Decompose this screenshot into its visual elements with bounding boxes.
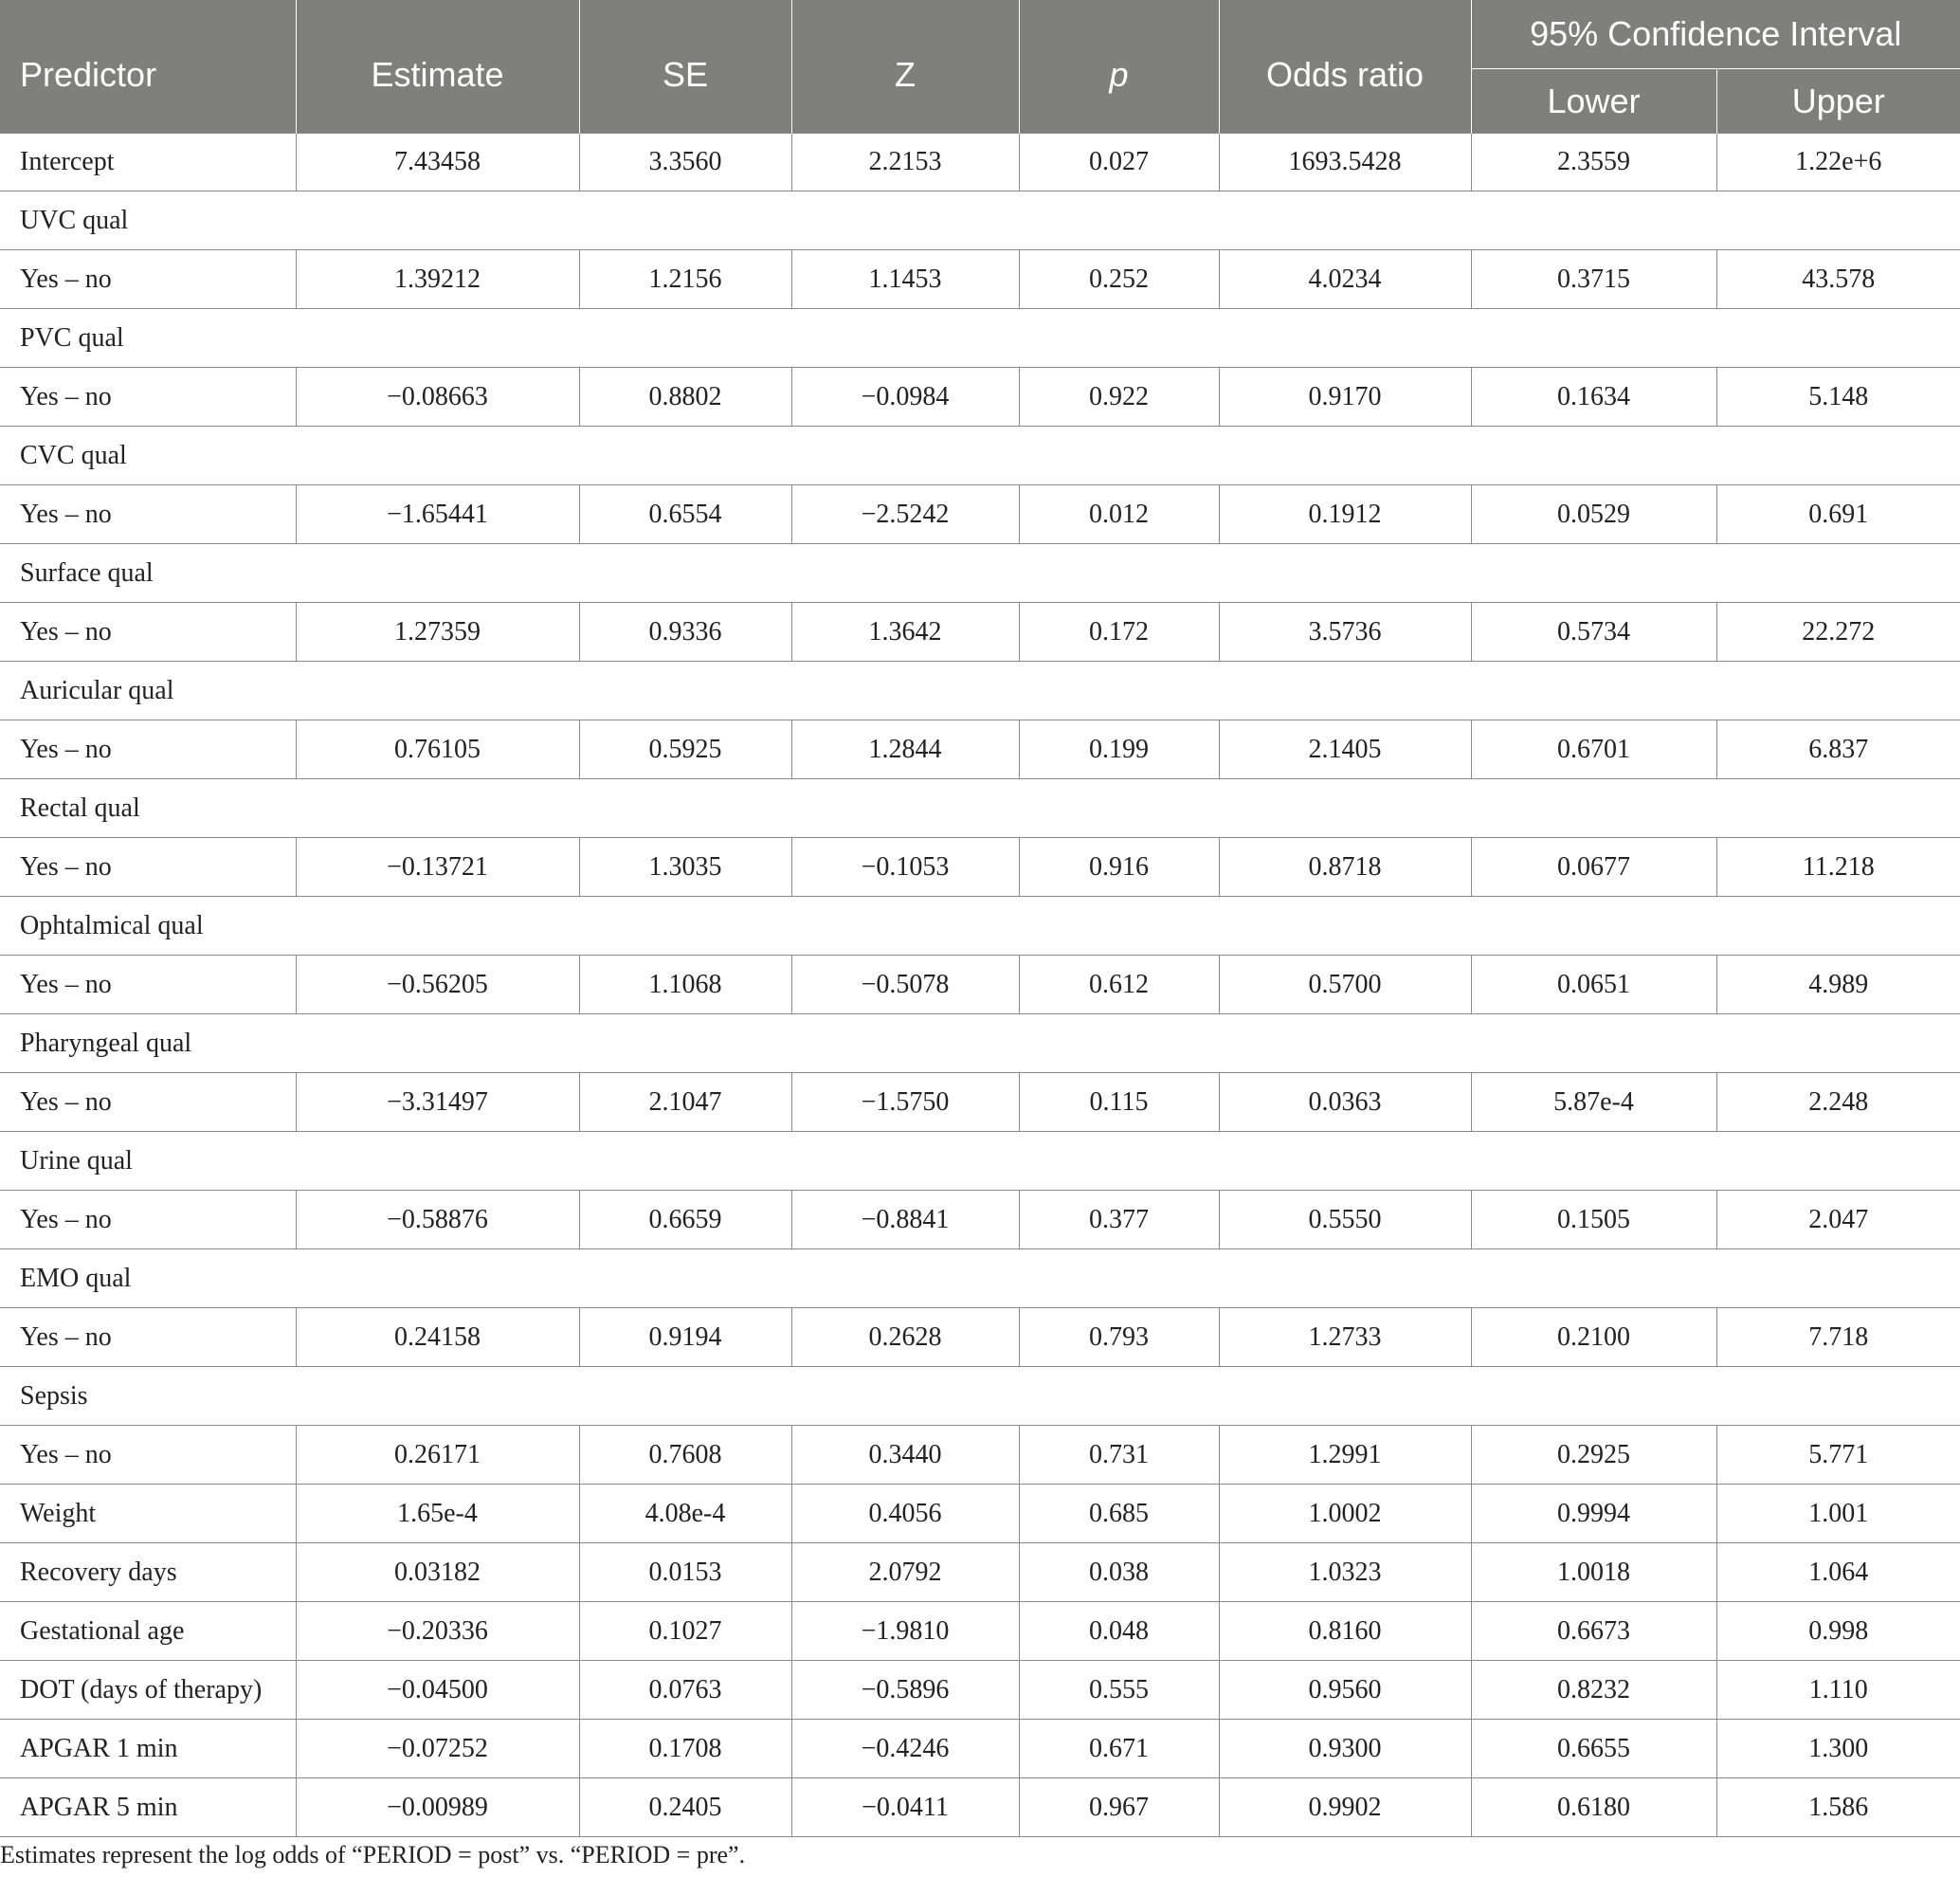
odds-ratio-cell: 0.0363 xyxy=(1219,1073,1471,1132)
ci-lower-cell: 5.87e-4 xyxy=(1471,1073,1716,1132)
se-cell: 0.5925 xyxy=(579,720,791,779)
estimate-cell: 7.43458 xyxy=(296,134,579,191)
odds-ratio-cell: 0.9300 xyxy=(1219,1720,1471,1778)
odds-ratio-cell: 3.5736 xyxy=(1219,603,1471,662)
p-value-cell: 0.038 xyxy=(1019,1543,1219,1602)
ci-lower-cell: 0.0529 xyxy=(1471,485,1716,544)
p-value-cell: 0.731 xyxy=(1019,1426,1219,1485)
ci-upper-cell: 1.300 xyxy=(1716,1720,1960,1778)
ci-upper-cell: 0.998 xyxy=(1716,1602,1960,1661)
header-confidence-interval: 95% Confidence Interval xyxy=(1471,0,1960,69)
ci-lower-cell: 0.2100 xyxy=(1471,1308,1716,1367)
header-odds-ratio: Odds ratio xyxy=(1219,0,1471,134)
estimate-cell: −3.31497 xyxy=(296,1073,579,1132)
estimate-cell: 1.27359 xyxy=(296,603,579,662)
header-lower: Lower xyxy=(1471,69,1716,134)
predictor-cell: Yes – no xyxy=(0,603,296,662)
ci-lower-cell: 0.0677 xyxy=(1471,838,1716,897)
ci-upper-cell: 7.718 xyxy=(1716,1308,1960,1367)
header-z: Z xyxy=(791,0,1019,134)
estimate-cell: −0.20336 xyxy=(296,1602,579,1661)
z-cell: 0.3440 xyxy=(791,1426,1019,1485)
z-cell: −0.0984 xyxy=(791,368,1019,427)
group-label-cell: Sepsis xyxy=(0,1367,1960,1426)
z-cell: 0.2628 xyxy=(791,1308,1019,1367)
se-cell: 0.9336 xyxy=(579,603,791,662)
ci-upper-cell: 0.691 xyxy=(1716,485,1960,544)
odds-ratio-cell: 2.1405 xyxy=(1219,720,1471,779)
group-label-cell: Surface qual xyxy=(0,544,1960,603)
table-group-row xyxy=(0,779,1960,838)
se-cell: 0.0763 xyxy=(579,1661,791,1720)
estimate-cell: 0.24158 xyxy=(296,1308,579,1367)
estimate-cell: −0.13721 xyxy=(296,838,579,897)
table-group-row xyxy=(0,191,1960,250)
ci-upper-cell: 1.22e+6 xyxy=(1716,134,1960,191)
predictor-cell: DOT (days of therapy) xyxy=(0,1661,296,1720)
se-cell: 0.2405 xyxy=(579,1778,791,1837)
odds-ratio-cell: 1.0002 xyxy=(1219,1485,1471,1543)
table-header xyxy=(0,0,1960,134)
se-cell: 0.1027 xyxy=(579,1602,791,1661)
p-value-cell: 0.967 xyxy=(1019,1778,1219,1837)
p-value-cell: 0.922 xyxy=(1019,368,1219,427)
predictor-cell: APGAR 5 min xyxy=(0,1778,296,1837)
table-row xyxy=(0,485,1960,544)
ci-lower-cell: 0.8232 xyxy=(1471,1661,1716,1720)
ci-lower-cell: 2.3559 xyxy=(1471,134,1716,191)
odds-ratio-cell: 0.1912 xyxy=(1219,485,1471,544)
estimate-cell: 1.39212 xyxy=(296,250,579,309)
table-group-row xyxy=(0,1249,1960,1308)
group-label-cell: Auricular qual xyxy=(0,662,1960,720)
table-group-row xyxy=(0,544,1960,603)
ci-upper-cell: 43.578 xyxy=(1716,250,1960,309)
p-value-cell: 0.012 xyxy=(1019,485,1219,544)
estimate-cell: −0.00989 xyxy=(296,1778,579,1837)
predictor-cell: Intercept xyxy=(0,134,296,191)
se-cell: 1.1068 xyxy=(579,956,791,1014)
ci-lower-cell: 0.6701 xyxy=(1471,720,1716,779)
table-row xyxy=(0,956,1960,1014)
estimate-cell: −0.07252 xyxy=(296,1720,579,1778)
table-row xyxy=(0,1426,1960,1485)
estimate-cell: −0.08663 xyxy=(296,368,579,427)
table-row xyxy=(0,1485,1960,1543)
z-cell: −0.8841 xyxy=(791,1191,1019,1249)
p-value-cell: 0.172 xyxy=(1019,603,1219,662)
estimate-cell: 1.65e-4 xyxy=(296,1485,579,1543)
p-value-cell: 0.555 xyxy=(1019,1661,1219,1720)
header-predictor: Predictor xyxy=(0,0,296,134)
p-value-cell: 0.027 xyxy=(1019,134,1219,191)
predictor-cell: Yes – no xyxy=(0,1308,296,1367)
header-se: SE xyxy=(579,0,791,134)
p-value-cell: 0.115 xyxy=(1019,1073,1219,1132)
odds-ratio-cell: 0.8160 xyxy=(1219,1602,1471,1661)
ci-upper-cell: 5.148 xyxy=(1716,368,1960,427)
p-value-cell: 0.671 xyxy=(1019,1720,1219,1778)
table-row xyxy=(0,838,1960,897)
ci-upper-cell: 6.837 xyxy=(1716,720,1960,779)
table-row xyxy=(0,1720,1960,1778)
ci-upper-cell: 1.001 xyxy=(1716,1485,1960,1543)
p-value-cell: 0.916 xyxy=(1019,838,1219,897)
group-label-cell: PVC qual xyxy=(0,309,1960,368)
predictor-cell: Yes – no xyxy=(0,1426,296,1485)
table-footnote: Estimates represent the log odds of “PERIOD = post” vs. “PERIOD = pre”. xyxy=(0,1841,746,1868)
group-label-cell: Pharyngeal qual xyxy=(0,1014,1960,1073)
table-group-row xyxy=(0,1132,1960,1191)
se-cell: 0.8802 xyxy=(579,368,791,427)
ci-upper-cell: 5.771 xyxy=(1716,1426,1960,1485)
odds-ratio-cell: 0.5550 xyxy=(1219,1191,1471,1249)
z-cell: 1.2844 xyxy=(791,720,1019,779)
odds-ratio-cell: 0.8718 xyxy=(1219,838,1471,897)
predictor-cell: Weight xyxy=(0,1485,296,1543)
se-cell: 0.6659 xyxy=(579,1191,791,1249)
p-value-cell: 0.252 xyxy=(1019,250,1219,309)
ci-upper-cell: 2.248 xyxy=(1716,1073,1960,1132)
z-cell: −0.4246 xyxy=(791,1720,1019,1778)
ci-upper-cell: 1.064 xyxy=(1716,1543,1960,1602)
table-row xyxy=(0,1602,1960,1661)
z-cell: −2.5242 xyxy=(791,485,1019,544)
ci-upper-cell: 1.586 xyxy=(1716,1778,1960,1837)
group-label-cell: Urine qual xyxy=(0,1132,1960,1191)
p-value-cell: 0.048 xyxy=(1019,1602,1219,1661)
header-estimate: Estimate xyxy=(296,0,579,134)
odds-ratio-cell: 1.2991 xyxy=(1219,1426,1471,1485)
z-cell: 0.4056 xyxy=(791,1485,1019,1543)
predictor-cell: Yes – no xyxy=(0,720,296,779)
table-group-row xyxy=(0,1367,1960,1426)
ci-lower-cell: 0.3715 xyxy=(1471,250,1716,309)
ci-lower-cell: 0.6655 xyxy=(1471,1720,1716,1778)
table-group-row xyxy=(0,662,1960,720)
ci-lower-cell: 0.0651 xyxy=(1471,956,1716,1014)
ci-upper-cell: 22.272 xyxy=(1716,603,1960,662)
ci-upper-cell: 11.218 xyxy=(1716,838,1960,897)
table-row xyxy=(0,134,1960,191)
table-row xyxy=(0,603,1960,662)
se-cell: 1.2156 xyxy=(579,250,791,309)
ci-lower-cell: 0.1634 xyxy=(1471,368,1716,427)
table-row xyxy=(0,1778,1960,1837)
ci-lower-cell: 0.1505 xyxy=(1471,1191,1716,1249)
p-value-cell: 0.685 xyxy=(1019,1485,1219,1543)
z-cell: 1.3642 xyxy=(791,603,1019,662)
z-cell: −0.1053 xyxy=(791,838,1019,897)
estimate-cell: 0.26171 xyxy=(296,1426,579,1485)
predictor-cell: Yes – no xyxy=(0,956,296,1014)
predictor-cell: APGAR 1 min xyxy=(0,1720,296,1778)
ci-lower-cell: 1.0018 xyxy=(1471,1543,1716,1602)
z-cell: −0.5896 xyxy=(791,1661,1019,1720)
group-label-cell: CVC qual xyxy=(0,427,1960,485)
z-cell: 1.1453 xyxy=(791,250,1019,309)
p-value-cell: 0.199 xyxy=(1019,720,1219,779)
group-label-cell: Ophtalmical qual xyxy=(0,897,1960,956)
group-label-cell: UVC qual xyxy=(0,191,1960,250)
ci-upper-cell: 2.047 xyxy=(1716,1191,1960,1249)
table-row xyxy=(0,1661,1960,1720)
table-row xyxy=(0,1308,1960,1367)
estimate-cell: −0.56205 xyxy=(296,956,579,1014)
table-row xyxy=(0,368,1960,427)
ci-upper-cell: 4.989 xyxy=(1716,956,1960,1014)
header-upper: Upper xyxy=(1716,69,1960,134)
z-cell: −1.9810 xyxy=(791,1602,1019,1661)
se-cell: 1.3035 xyxy=(579,838,791,897)
odds-ratio-cell: 1.0323 xyxy=(1219,1543,1471,1602)
predictor-cell: Yes – no xyxy=(0,250,296,309)
odds-ratio-cell: 0.9902 xyxy=(1219,1778,1471,1837)
table-row xyxy=(0,1191,1960,1249)
estimate-cell: −1.65441 xyxy=(296,485,579,544)
ci-lower-cell: 0.6673 xyxy=(1471,1602,1716,1661)
z-cell: −1.5750 xyxy=(791,1073,1019,1132)
table-row xyxy=(0,250,1960,309)
table-body xyxy=(0,134,1960,1837)
z-cell: 2.0792 xyxy=(791,1543,1019,1602)
ci-lower-cell: 0.6180 xyxy=(1471,1778,1716,1837)
z-cell: 2.2153 xyxy=(791,134,1019,191)
se-cell: 2.1047 xyxy=(579,1073,791,1132)
estimate-cell: −0.58876 xyxy=(296,1191,579,1249)
se-cell: 0.1708 xyxy=(579,1720,791,1778)
odds-ratio-cell: 4.0234 xyxy=(1219,250,1471,309)
table-row xyxy=(0,1543,1960,1602)
z-cell: −0.0411 xyxy=(791,1778,1019,1837)
predictor-cell: Yes – no xyxy=(0,1191,296,1249)
se-cell: 3.3560 xyxy=(579,134,791,191)
ci-upper-cell: 1.110 xyxy=(1716,1661,1960,1720)
p-value-cell: 0.793 xyxy=(1019,1308,1219,1367)
estimate-cell: 0.03182 xyxy=(296,1543,579,1602)
header-p: p xyxy=(1019,0,1219,134)
se-cell: 4.08e-4 xyxy=(579,1485,791,1543)
se-cell: 0.7608 xyxy=(579,1426,791,1485)
table-row xyxy=(0,720,1960,779)
odds-ratio-cell: 1693.5428 xyxy=(1219,134,1471,191)
ci-lower-cell: 0.5734 xyxy=(1471,603,1716,662)
odds-ratio-cell: 0.9170 xyxy=(1219,368,1471,427)
estimate-cell: −0.04500 xyxy=(296,1661,579,1720)
predictor-cell: Yes – no xyxy=(0,838,296,897)
table-group-row xyxy=(0,897,1960,956)
predictor-cell: Recovery days xyxy=(0,1543,296,1602)
estimate-cell: 0.76105 xyxy=(296,720,579,779)
table-group-row xyxy=(0,1014,1960,1073)
se-cell: 0.9194 xyxy=(579,1308,791,1367)
odds-ratio-cell: 1.2733 xyxy=(1219,1308,1471,1367)
predictor-cell: Yes – no xyxy=(0,368,296,427)
predictor-cell: Yes – no xyxy=(0,485,296,544)
group-label-cell: Rectal qual xyxy=(0,779,1960,838)
odds-ratio-cell: 0.9560 xyxy=(1219,1661,1471,1720)
table-group-row xyxy=(0,427,1960,485)
ci-lower-cell: 0.2925 xyxy=(1471,1426,1716,1485)
se-cell: 0.6554 xyxy=(579,485,791,544)
group-label-cell: EMO qual xyxy=(0,1249,1960,1308)
table-group-row xyxy=(0,309,1960,368)
odds-ratio-cell: 0.5700 xyxy=(1219,956,1471,1014)
ci-lower-cell: 0.9994 xyxy=(1471,1485,1716,1543)
table-row xyxy=(0,1073,1960,1132)
predictor-cell: Yes – no xyxy=(0,1073,296,1132)
predictor-cell: Gestational age xyxy=(0,1602,296,1661)
p-value-cell: 0.377 xyxy=(1019,1191,1219,1249)
p-value-cell: 0.612 xyxy=(1019,956,1219,1014)
se-cell: 0.0153 xyxy=(579,1543,791,1602)
z-cell: −0.5078 xyxy=(791,956,1019,1014)
